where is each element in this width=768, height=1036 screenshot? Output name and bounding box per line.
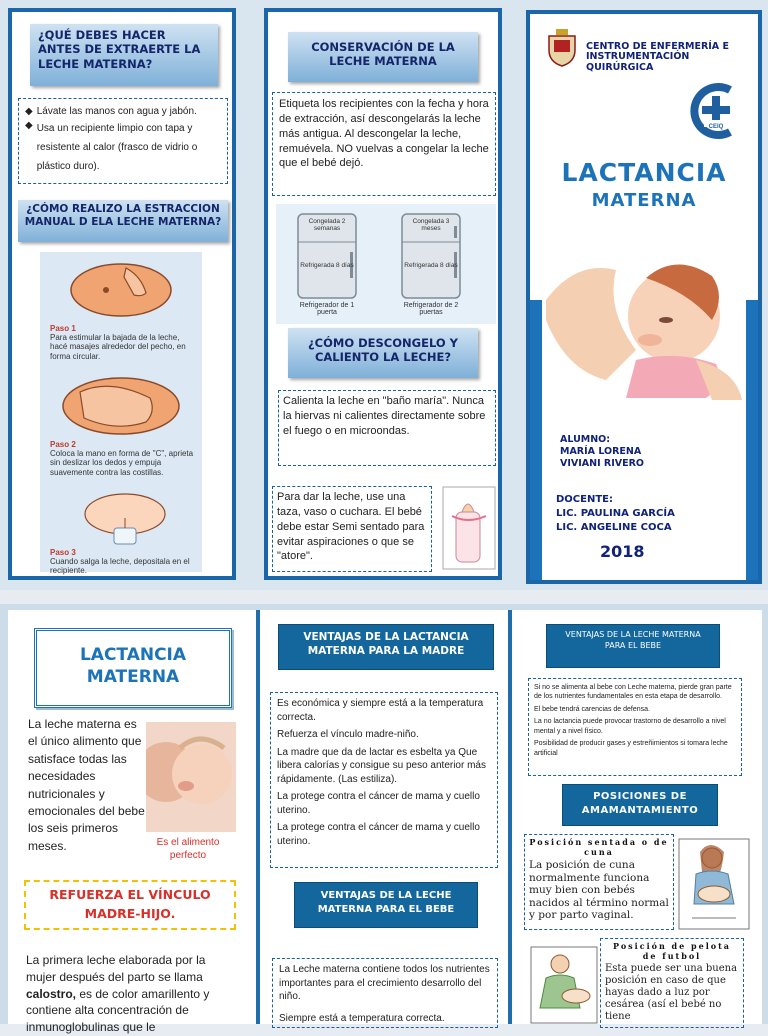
panel-divider-left — [256, 610, 260, 1024]
teacher-name-1: LIC. PAULINA GARCÍA — [556, 508, 675, 519]
fridge2-fridge-label: Refrigerada 8 días — [404, 262, 458, 269]
advantage-item: La madre que da de lactar es esbelta ya Que libera calorías y consigue su peso anterior más rápidamente. (Las estiliza). — [277, 746, 486, 785]
fridge1-caption: Refrigerador de 1 puerta — [299, 302, 355, 316]
bullet-item: ◆ Usa un recipiente limpio con tapa y resistente al calor (frasco de vidrio o plástico duro). — [25, 119, 221, 176]
bullet-icon: ◆ — [25, 106, 33, 117]
step-1 — [50, 324, 198, 361]
top-left-panel — [8, 8, 236, 580]
year: 2018 — [600, 542, 645, 561]
extraction-steps-illustration — [40, 252, 202, 576]
c-hand-illustration — [60, 374, 182, 436]
cover-title-2: MATERNA — [591, 190, 697, 211]
advantage-item: La protege contra el cáncer de mama y cuello uterino. — [277, 791, 480, 816]
advantage-item: La protege contra el cáncer de mama y cuello uterino. — [277, 822, 480, 847]
step-text: Coloca la mano en forma de "C", aprieta sin deslizar los dedos y empuja suavemente contra las costillas. — [50, 449, 194, 477]
bottom-title-box — [34, 628, 232, 708]
colostrum-paragraph — [26, 952, 238, 1036]
student-label: ALUMNO: — [560, 434, 611, 445]
disadvantage-item: Si no se alimenta al bebe con Leche materna, pierde gran parte de los nutrientes fundamentales en esta etapa de desarrollo. — [534, 684, 732, 701]
breastfeeding-baby-illustration — [546, 250, 742, 400]
fridge1-freezer-label: Congelada 2 semanas — [308, 218, 346, 232]
disadvantage-item: Posibilidad de producir gases y estreñimientos si tomara leche artificial — [534, 740, 728, 757]
baby-bottle-icon — [442, 486, 496, 570]
bullet-item: ◆ Lávate las manos con agua y jabón. — [25, 106, 197, 117]
conservation-text-box: Etiqueta los recipientes con la fecha y hora de extracción, así descongelarás la leche más antigua. Al descongelar la leche, remuévela. NO vuelvas a congelar la leche que el bebé dejó. — [272, 92, 496, 196]
extraction-prep-heading: ¿QUÉ DEBES HACER ANTES DE EXTRAERTE LA LECHE MATERNA? — [30, 24, 218, 86]
perfect-food-caption: Es el alimento perfecto — [156, 837, 220, 861]
bottom-title-1: LACTANCIA — [79, 645, 187, 665]
breast-massage-illustration — [66, 258, 176, 318]
teacher-label: DOCENTE: — [556, 494, 613, 505]
conservation-heading: CONSERVACIÓN DE LA LECHE MATERNA — [288, 32, 478, 82]
football-position-illustration — [530, 946, 598, 1024]
advantage-item: Es económica y siempre está a la temperatura correcta. — [277, 698, 484, 723]
milk-collection-illustration — [80, 492, 170, 547]
baby-disadvantages-heading: VENTAJAS DE LA LECHE MATERNA PARA EL BEBE — [546, 624, 720, 668]
football-position-text: Esta puede ser una buena posición en caso de que hayas dado a luz por cesárea (así el bebé no tiene — [605, 963, 738, 1022]
step-2 — [50, 440, 200, 477]
colostrum-term: calostro, — [26, 986, 77, 1001]
step-text: Cuando salga la leche, depositala en el recipiente. — [50, 557, 190, 576]
thaw-heading: ¿CÓMO DESCONGELO Y CALIENTO LA LECHE? — [288, 328, 478, 378]
coat-of-arms-icon — [546, 28, 578, 68]
cradle-position-title: Posición sentada o de cuna — [529, 837, 669, 857]
teacher-name-2: LIC. ANGELINE COCA — [556, 522, 672, 533]
breastmilk-intro: La leche materna es el único alimento que satisface todas las necesidades nutricionales y emocionales del bebe los seis primeros meses. — [28, 717, 145, 853]
mother-advantages-box — [270, 692, 498, 868]
mother-advantages-heading: VENTAJAS DE LA LACTANCIA MATERNA PARA LA MADRE — [278, 624, 494, 670]
cradle-position-box — [524, 834, 674, 930]
positions-heading: POSICIONES DE AMAMANTAMIENTO — [562, 784, 718, 826]
bullet-icon: ◆ — [25, 119, 33, 131]
fridge2-caption: Refrigerador de 2 puertas — [403, 302, 459, 316]
cradle-position-illustration — [678, 838, 750, 930]
step-title: Paso 2 — [50, 440, 76, 449]
disadvantage-item: El bebe tendrá carencias de defensa. — [534, 705, 650, 713]
nursing-baby-photo — [146, 722, 236, 832]
thaw-text-box: Calienta la leche en "baño maría". Nunca la hiervas ni calientes directamente sobre el fuego o en microondas. — [278, 390, 496, 466]
advantage-item: Refuerza el vínculo madre-niño. — [277, 729, 419, 740]
fridge2-freezer-label: Congelada 3 meses — [412, 218, 450, 232]
baby-disadvantages-box — [528, 678, 742, 776]
panel-divider-right — [508, 610, 512, 1024]
student-name-2: VIVIANI RIVERO — [560, 458, 645, 469]
manual-extraction-heading: ¿CÓMO REALIZO LA ESTRACCION MANUAL D ELA LECHE MATERNA? — [18, 200, 228, 242]
colostrum-text: La primera leche elaborada por la mujer después del parto se llama — [26, 953, 206, 984]
baby-advantages-box — [272, 958, 498, 1028]
fridge-illustration — [276, 204, 496, 324]
step-text: Para estimular la bajada de la leche, hacé masajes alrededor del pecho, en forma circular. — [50, 333, 186, 361]
bond-heading: REFUERZA EL VÍNCULO MADRE-HIJO. — [24, 880, 236, 930]
disadvantage-item: La no lactancia puede provocar trastorno de desarrollo a nivel mental y a nivel físico. — [534, 718, 726, 735]
advantage-item: Siempre está a temperatura correcta. — [279, 1012, 445, 1024]
student-name-1: MARÍA LORENA — [560, 446, 642, 457]
cover-panel — [526, 10, 762, 584]
football-position-title: Posición de pelota de futbol — [613, 941, 731, 961]
cradle-position-text: La posición de cuna normalmente funciona muy bien con bebés nacidos al término normal y por parto vaginal. — [529, 859, 669, 922]
ceiq-logo-text: CEIQ — [708, 124, 724, 130]
top-middle-panel — [264, 8, 502, 580]
step-title: Paso 1 — [50, 324, 76, 333]
institution-name: CENTRO DE ENFERMERÍA E INSTRUMENTACIÓN QUIRÚRGICA — [586, 41, 729, 73]
step-title: Paso 3 — [50, 548, 76, 557]
cover-title-1: LACTANCIA — [561, 158, 727, 187]
ceiq-logo-icon — [686, 80, 742, 142]
colostrum-text-2: es de color amarillento y contiene alta concentración de inmunoglobulinas que le — [26, 986, 210, 1035]
baby-advantages-heading: VENTAJAS DE LA LECHE MATERNA PARA EL BEBE — [294, 882, 478, 928]
bottom-title-2: MATERNA — [86, 667, 180, 687]
fridge1-fridge-label: Refrigerada 8 días — [300, 262, 354, 269]
feeding-text-box: Para dar la leche, use una taza, vaso o cuchara. El bebé debe estar Semi sentado para evitar aspiraciones o que se "atore". — [272, 486, 432, 572]
advantage-item: La Leche materna contiene todos los nutrientes importantes para el crecimiento desarrollo del niño. — [279, 964, 490, 1002]
step-3 — [50, 548, 200, 576]
football-position-box — [600, 938, 744, 1028]
prep-bullets-box — [18, 98, 228, 184]
